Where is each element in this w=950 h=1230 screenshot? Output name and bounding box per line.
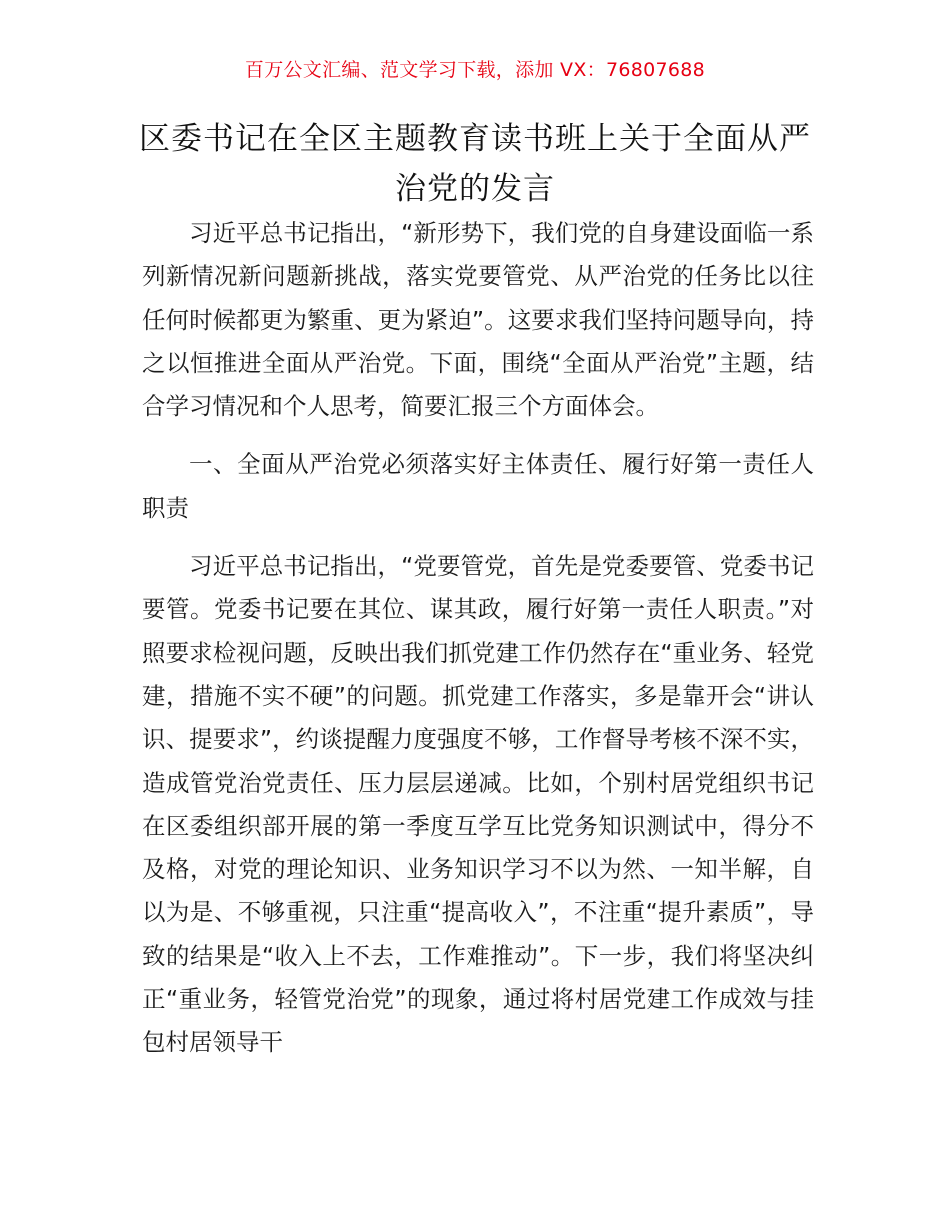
section-heading-1: 一、全面从严治党必须落实好主体责任、履行好第一责任人职责 xyxy=(142,450,814,522)
paragraph-section-1: 习近平总书记指出，“党要管党，首先是党委要管、党委书记要管。党委书记要在其位、谋其政，履行好第一责任人职责。”对照要求检视问题，反映出我们抓党建工作仍然存在“重业务、轻党建，措施不实不硬”的问题。抓党建工作落实，多是靠开会“讲认识、提要求”，约谈提醒力度强度不够，工作督导考核不深不实，造成管党治党责任、压力层层递减。比如，个别村居党组织书记在区委组织部开展的第一季度互学互比党务知识测试中，得分不及格，对党的理论知识、业务知识学习不以为然、一知半解，自以为是、不够重视，只注重“提高收入”，不注重“提升素质”，导致的结果是“收入上不去，工作难推动”。下一步，我们将坚决纠正“重业务，轻管党治党”的现象，通过将村居党建工作成效与挂包村居领导干 xyxy=(142,552,814,1057)
paragraph-intro: 习近平总书记指出，“新形势下，我们党的自身建设面临一系列新情况新问题新挑战，落实党要管党、从严治党的任务比以往任何时候都更为繁重、更为紧迫”。这要求我们坚持问题导向，持之以恒推进全面从严治党。下面，围绕“全面从严治党”主题，结合学习情况和个人思考，简要汇报三个方面体会。 xyxy=(142,219,814,421)
document-title: 区委书记在全区主题教育读书班上关于全面从严治党的发言 xyxy=(139,121,811,207)
watermark-banner: 百万公文汇编、范文学习下载，添加 VX：76807688 xyxy=(244,59,706,81)
document-body xyxy=(142,212,814,1065)
